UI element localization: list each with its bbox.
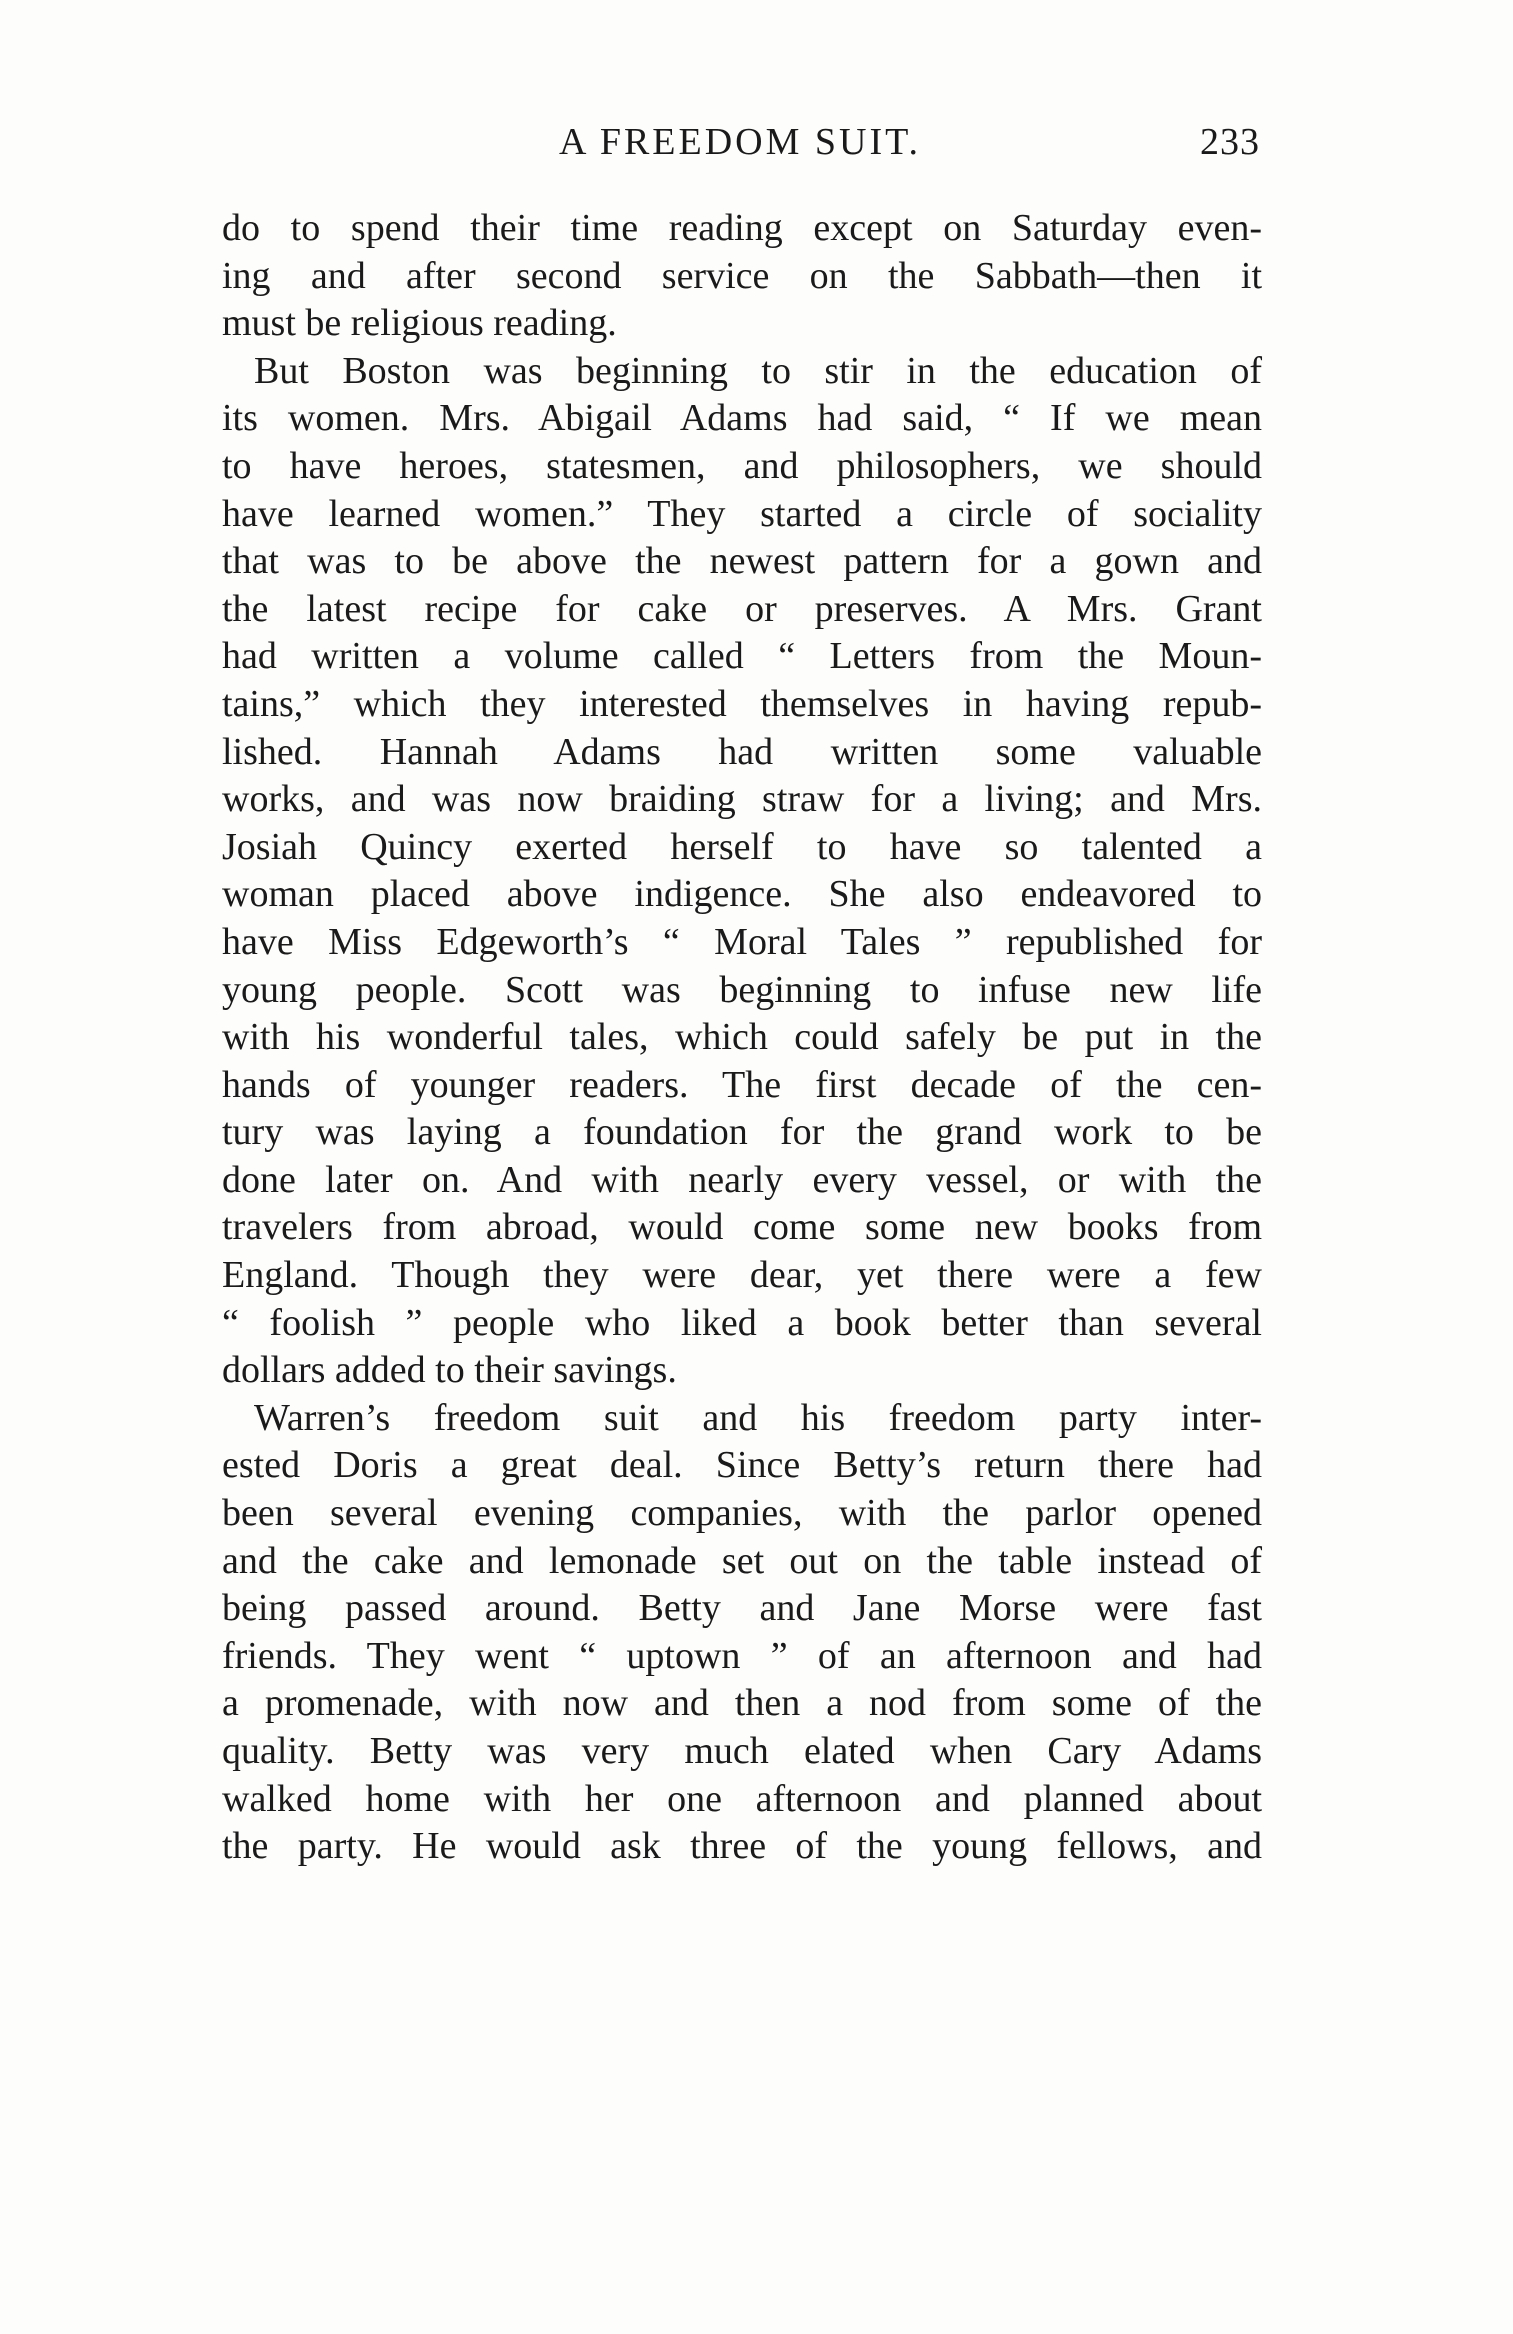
text-line: and the cake and lemonade set out on the table instead of (222, 1539, 1262, 1582)
text-line: the latest recipe for cake or preserves. A Mrs. Grant (222, 587, 1262, 630)
text-line: works, and was now braiding straw for a living; and Mrs. (222, 778, 1262, 821)
text-line: England. Though they were dear, yet there were a few (222, 1254, 1262, 1297)
text-line: been several evening companies, with the parlor opened (222, 1492, 1262, 1535)
text-line: with his wonderful tales, which could safely be put in the (222, 1016, 1262, 1059)
text-line: a promenade, with now and then a nod from some of the (222, 1682, 1262, 1725)
body-text (222, 205, 1262, 1871)
text-line: its women. Mrs. Abigail Adams had said, “ If we mean (222, 397, 1262, 440)
text-line: Josiah Quincy exerted herself to have so talented a (222, 825, 1262, 868)
text-line: ing and after second service on the Sabbath—then it (222, 254, 1262, 297)
text-line: travelers from abroad, would come some new books from (222, 1206, 1262, 1249)
text-line: do to spend their time reading except on Saturday even- (222, 207, 1262, 249)
running-head (220, 120, 1260, 180)
text-line: woman placed above indigence. She also endeavored to (222, 873, 1262, 916)
text-line: young people. Scott was beginning to infuse new life (222, 968, 1262, 1011)
text-line: have learned women.” They started a circle of sociality (222, 492, 1262, 535)
text-line: to have heroes, statesmen, and philosophers, we should (222, 444, 1262, 487)
text-line: quality. Betty was very much elated when Cary Adams (222, 1730, 1262, 1772)
paragraph-start-line: But Boston was beginning to stir in the education of (254, 349, 1262, 392)
text-line: done later on. And with nearly every vessel, or with the (222, 1158, 1262, 1201)
text-line: must be religious reading. (222, 302, 617, 345)
text-line: walked home with her one afternoon and planned about (222, 1777, 1262, 1820)
text-line: “ foolish ” people who liked a book better than several (222, 1301, 1262, 1344)
text-line: tury was laying a foundation for the grand work to be (222, 1111, 1262, 1154)
text-line: friends. They went “ uptown ” of an afternoon and had (222, 1634, 1262, 1677)
paragraph-start-line: Warren’s freedom suit and his freedom party inter- (254, 1396, 1262, 1439)
text-line: tains,” which they interested themselves in having repub- (222, 682, 1262, 725)
text-line: had written a volume called “ Letters from the Moun- (222, 635, 1262, 678)
text-line: the party. He would ask three of the young fellows, and (222, 1825, 1262, 1868)
text-line: dollars added to their savings. (222, 1349, 677, 1392)
text-line: have Miss Edgeworth’s “ Moral Tales ” republished for (222, 920, 1262, 963)
text-line: lished. Hannah Adams had written some valuable (222, 730, 1262, 773)
text-line: ested Doris a great deal. Since Betty’s return there had (222, 1444, 1262, 1487)
text-line: hands of younger readers. The first decade of the cen- (222, 1063, 1262, 1106)
text-line: that was to be above the newest pattern for a gown and (222, 540, 1262, 583)
running-title: A FREEDOM SUIT. (558, 121, 922, 163)
page-number: 233 (1200, 121, 1260, 163)
text-line: being passed around. Betty and Jane Morse were fast (222, 1587, 1262, 1630)
